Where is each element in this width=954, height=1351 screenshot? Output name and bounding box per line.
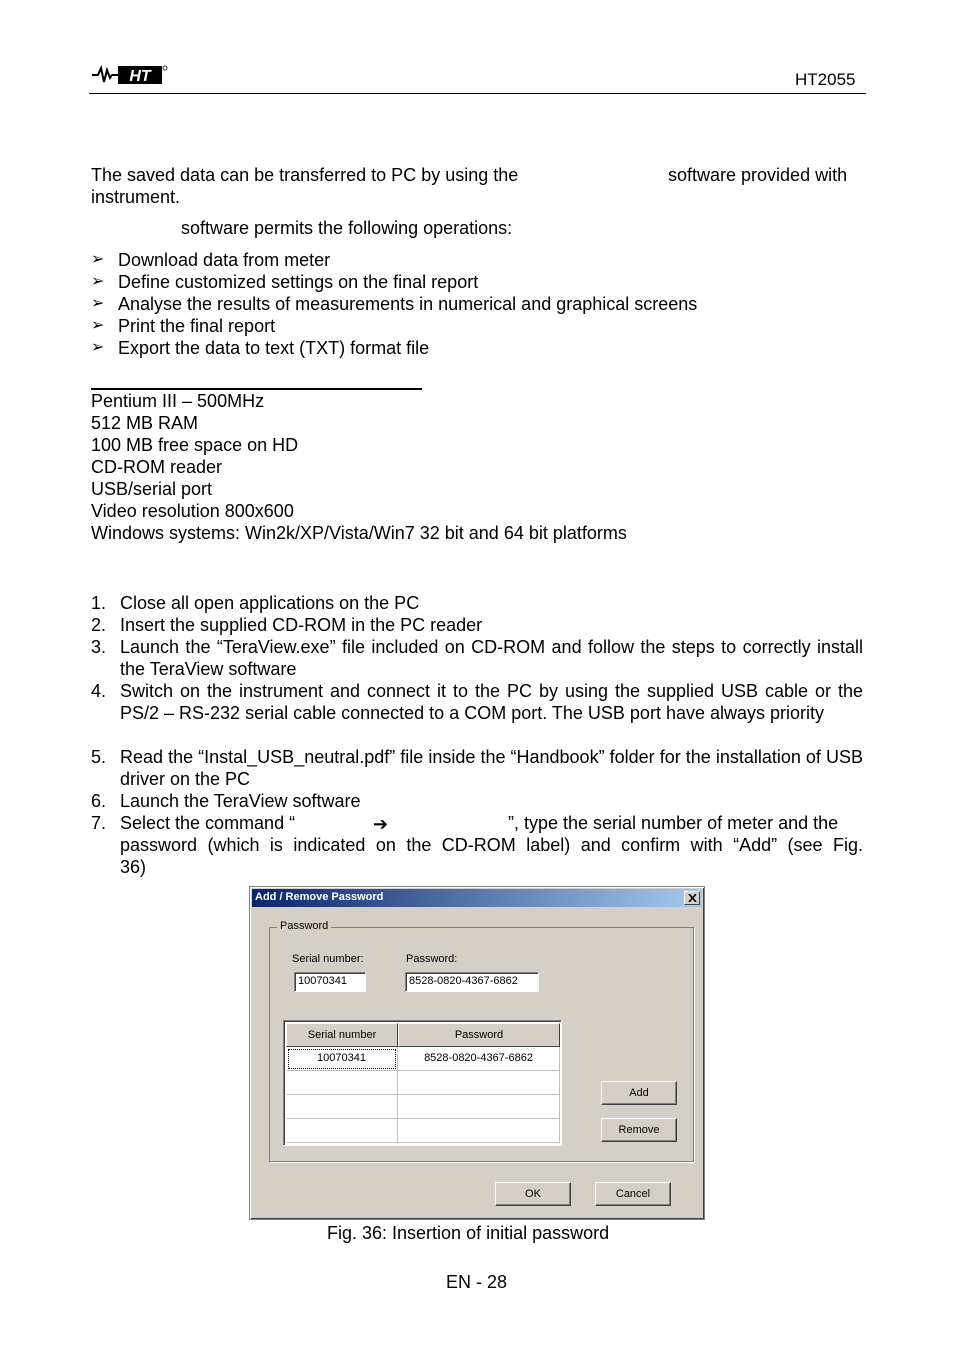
step-number: 2. bbox=[91, 615, 107, 635]
groupbox-label: Password bbox=[277, 920, 331, 932]
bullet-arrow-icon: ➢ bbox=[91, 317, 105, 334]
requirement-item: Pentium III – 500MHz bbox=[91, 391, 265, 411]
step-text: Read the “Instal_USB_neutral.pdf” file inside the “Handbook” folder for the installation of USB driver on the PC bbox=[120, 747, 863, 789]
column-header-serial[interactable]: Serial number bbox=[286, 1023, 398, 1047]
requirement-item: 100 MB free space on HD bbox=[91, 435, 299, 455]
table-cell-empty[interactable] bbox=[286, 1119, 398, 1143]
cancel-button[interactable]: Cancel bbox=[595, 1182, 671, 1206]
password-table bbox=[283, 1020, 562, 1146]
table-cell-empty[interactable] bbox=[286, 1095, 398, 1119]
ht-logo bbox=[90, 64, 168, 86]
intro-line-2: instrument. bbox=[91, 187, 181, 207]
table-cell-serial[interactable]: 10070341 bbox=[286, 1047, 398, 1071]
table-cell-empty[interactable] bbox=[398, 1095, 560, 1119]
add-button[interactable]: Add bbox=[601, 1081, 677, 1105]
figure-caption: Fig. 36: Insertion of initial password bbox=[327, 1223, 610, 1243]
requirement-item: USB/serial port bbox=[91, 479, 213, 499]
requirement-item: 512 MB RAM bbox=[91, 413, 199, 433]
step-text: Insert the supplied CD-ROM in the PC reader bbox=[120, 615, 483, 635]
bullet-arrow-icon: ➢ bbox=[91, 295, 105, 312]
step-text: 36) bbox=[120, 857, 147, 877]
step-number: 5. bbox=[91, 747, 107, 767]
ok-button[interactable]: OK bbox=[495, 1182, 571, 1206]
arrow-right-icon: ➔ bbox=[373, 814, 389, 834]
model-name: HT2055 bbox=[795, 70, 856, 89]
intro-line-1b: software provided with bbox=[668, 165, 848, 185]
requirement-item: Video resolution 800x600 bbox=[91, 501, 294, 521]
serial-number-field[interactable]: 10070341 bbox=[294, 972, 366, 992]
list-item: Print the final report bbox=[118, 316, 276, 336]
password-field[interactable]: 8528-0820-4367-6862 bbox=[405, 972, 539, 992]
column-header-password[interactable]: Password bbox=[398, 1023, 560, 1047]
step-text: ”, type the serial number of meter and the bbox=[508, 813, 839, 833]
serial-number-label: Serial number: bbox=[292, 953, 364, 965]
add-remove-password-dialog bbox=[249, 886, 705, 1220]
step-number: 4. bbox=[91, 681, 107, 701]
dialog-title: Add / Remove Password bbox=[255, 891, 384, 903]
step-number: 6. bbox=[91, 791, 107, 811]
step-number: 1. bbox=[91, 593, 107, 613]
intro-line-3: software permits the following operations: bbox=[181, 218, 513, 238]
dialog-titlebar bbox=[252, 889, 702, 907]
step-text: Launch the TeraView software bbox=[120, 791, 361, 811]
password-label: Password: bbox=[406, 953, 458, 965]
list-item: Define customized settings on the final report bbox=[118, 272, 479, 292]
close-icon bbox=[688, 894, 697, 902]
table-cell-password[interactable]: 8528-0820-4367-6862 bbox=[398, 1047, 560, 1071]
step-number: 3. bbox=[91, 637, 107, 657]
requirement-item: Windows systems: Win2k/XP/Vista/Win7 32 bit and 64 bit platforms bbox=[91, 523, 627, 543]
list-item: Download data from meter bbox=[118, 250, 331, 270]
remove-button[interactable]: Remove bbox=[601, 1118, 677, 1142]
list-item: Analyse the results of measurements in numerical and graphical screens bbox=[118, 294, 698, 314]
bullet-arrow-icon: ➢ bbox=[91, 251, 105, 268]
step-text: Launch the “TeraView.exe” file included on CD-ROM and follow the steps to correctly install the TeraView software bbox=[120, 637, 863, 679]
page-number: EN - 28 bbox=[446, 1272, 508, 1292]
table-cell-empty[interactable] bbox=[398, 1119, 560, 1143]
header-divider bbox=[89, 93, 866, 94]
step-text: Select the command “ bbox=[120, 813, 296, 833]
bullet-arrow-icon: ➢ bbox=[91, 339, 105, 356]
list-item: Export the data to text (TXT) format file bbox=[118, 338, 430, 358]
step-text: Close all open applications on the PC bbox=[120, 593, 420, 613]
step-text: Switch on the instrument and connect it to the PC by using the supplied USB cable or the PS/2 – RS-232 serial cable connected to a COM port. The USB port have always priority bbox=[120, 681, 863, 723]
table-cell-empty[interactable] bbox=[398, 1071, 560, 1095]
step-text: password (which is indicated on the CD-ROM label) and confirm with “Add” (see Fig. bbox=[120, 835, 863, 855]
close-button[interactable] bbox=[684, 891, 700, 905]
intro-line-1a: The saved data can be transferred to PC by using the bbox=[91, 165, 519, 185]
requirement-item: CD-ROM reader bbox=[91, 457, 223, 477]
table-cell-empty[interactable] bbox=[286, 1071, 398, 1095]
svg-text:HT: HT bbox=[129, 68, 151, 85]
bullet-arrow-icon: ➢ bbox=[91, 273, 105, 290]
step-number: 7. bbox=[91, 813, 107, 833]
